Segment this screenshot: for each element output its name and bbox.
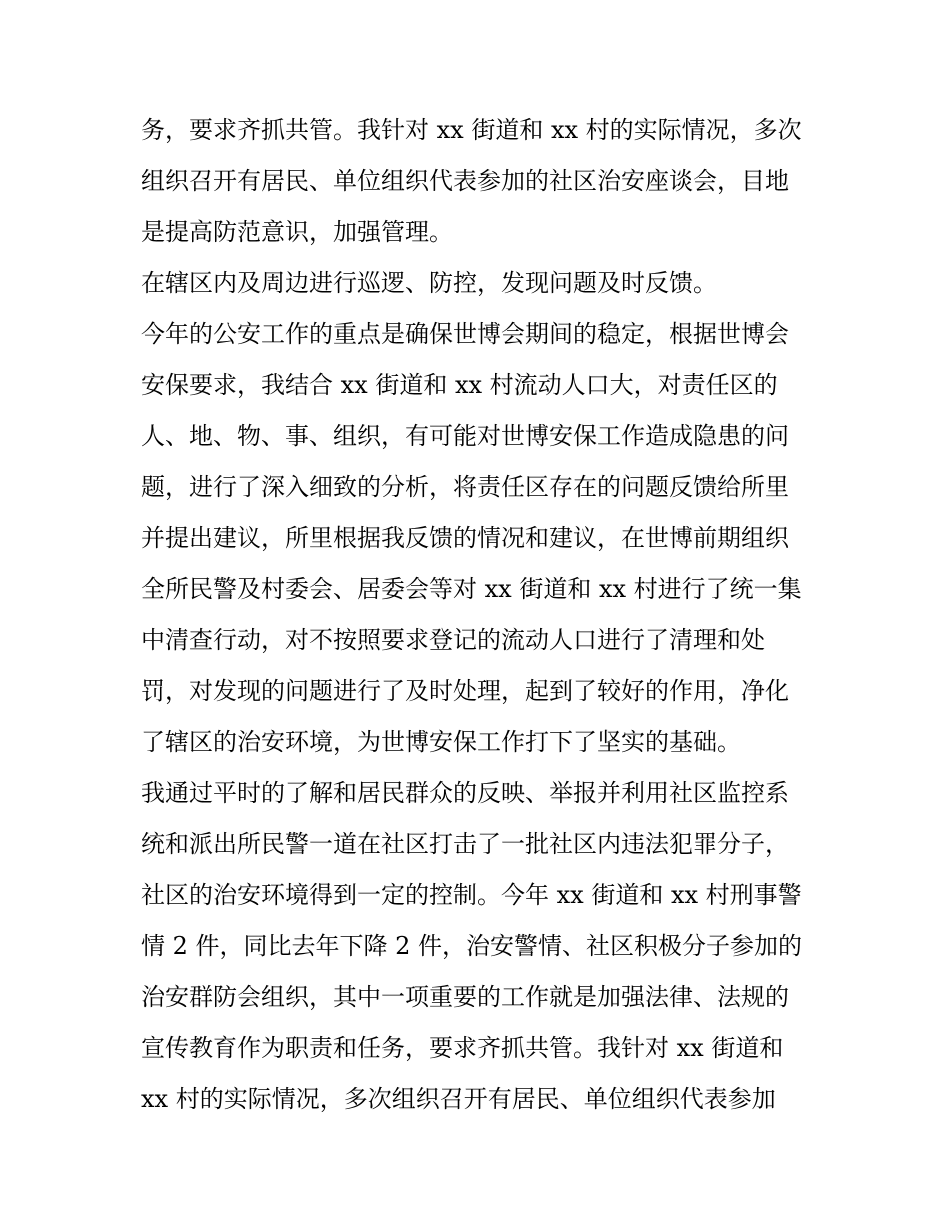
text-line: 全所民警及村委会、居委会等对 xx 街道和 xx 村进行了统一集: [141, 575, 802, 603]
text-line: 务，要求齐抓共管。我针对 xx 街道和 xx 村的实际情况，多次: [141, 116, 802, 144]
text-line: 中清查行动，对不按照要求登记的流动人口进行了清理和处: [141, 626, 765, 654]
text-line: 我通过平时的了解和居民群众的反映、举报并利用社区监控系: [141, 779, 789, 807]
text-line: xx 村的实际情况，多次组织召开有居民、单位组织代表参加: [141, 1085, 776, 1113]
text-line: 罚，对发现的问题进行了及时处理，起到了较好的作用，净化: [141, 677, 789, 705]
document-body: [141, 105, 813, 1125]
text-line: 题，进行了深入细致的分析，将责任区存在的问题反馈给所里: [141, 473, 789, 501]
text-line: 统和派出所民警一道在社区打击了一批社区内违法犯罪分子，: [141, 830, 789, 858]
text-line: 了辖区的治安环境，为世博安保工作打下了坚实的基础。: [141, 728, 741, 756]
text-line: 人、地、物、事、组织，有可能对世博安保工作造成隐患的问: [141, 422, 789, 450]
text-line: 社区的治安环境得到一定的控制。今年 xx 街道和 xx 村刑事警: [141, 881, 802, 909]
text-line: 今年的公安工作的重点是确保世博会期间的稳定，根据世博会: [141, 320, 789, 348]
text-line: 并提出建议，所里根据我反馈的情况和建议，在世博前期组织: [141, 524, 789, 552]
text-line: 组织召开有居民、单位组织代表参加的社区治安座谈会，目地: [141, 167, 789, 195]
text-line: 安保要求，我结合 xx 街道和 xx 村流动人口大，对责任区的: [141, 371, 778, 399]
text-line: 情 2 件，同比去年下降 2 件，治安警情、社区积极分子参加的: [141, 932, 803, 960]
text-line: 是提高防范意识，加强管理。: [141, 218, 453, 246]
text-line: 治安群防会组织，其中一项重要的工作就是加强法律、法规的: [141, 983, 789, 1011]
text-line: 宣传教育作为职责和任务，要求齐抓共管。我针对 xx 街道和: [141, 1034, 784, 1062]
text-line: 在辖区内及周边进行巡逻、防控，发现问题及时反馈。: [141, 269, 717, 297]
